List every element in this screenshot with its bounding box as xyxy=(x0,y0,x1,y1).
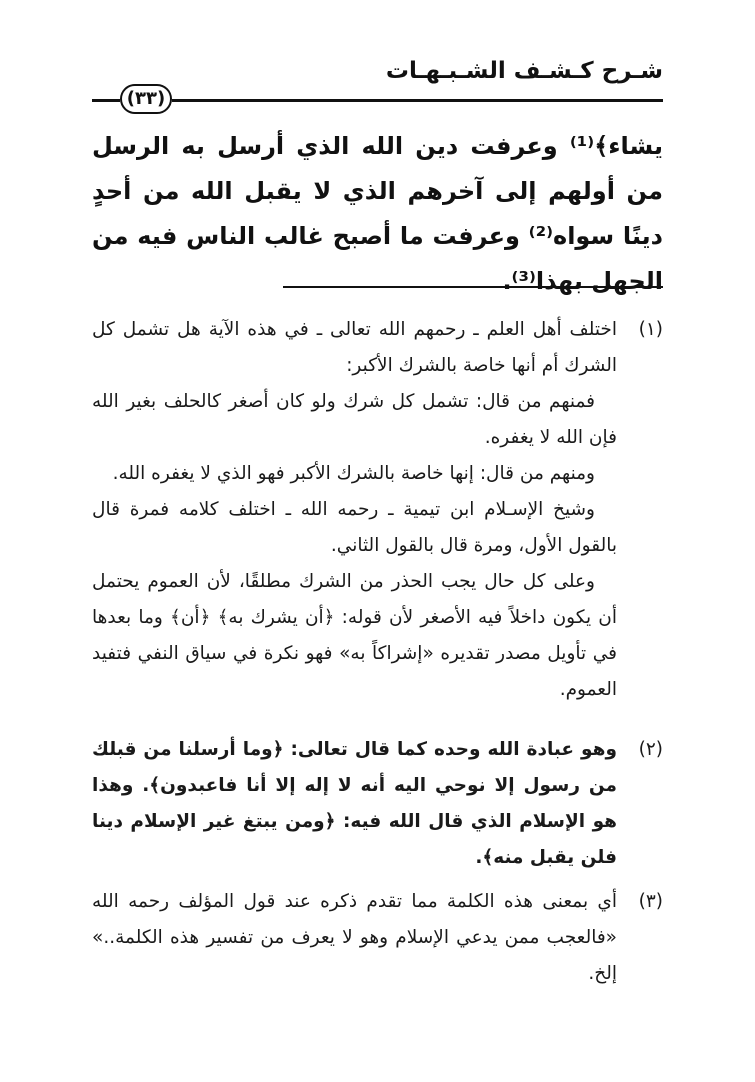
footnote-paragraph: وشيخ الإسـلام ابن تيمية ـ رحمه الله ـ اختلف كلامه فمرة قال بالقول الأول، ومرة قال بالقول الثاني. xyxy=(92,499,617,556)
header-rule xyxy=(172,99,663,102)
footnote-paragraph: اختلف أهل العلم ـ رحمهم الله تعالى ـ في هذه الآية هل تشمل كل الشرك أم أنها خاصة بالشرك الأكبر: xyxy=(92,319,617,376)
footnote-paragraph: وعلى كل حال يجب الحذر من الشرك مطلقًا، لأن العموم يحتمل أن يكون داخلاً فيه الأصغر لأن قوله: ﴿أن يشرك به﴾ ﴿أن﴾ وما بعدها في تأويل مصدر تقديره «إشراكاً به» فهو نكرة في سياق النفي فتفيد العموم. xyxy=(92,571,617,700)
running-title: شـرح كـشـف الشـبـهـات xyxy=(385,58,663,84)
footnote-paragraph: أي بمعنى هذه الكلمة مما تقدم ذكره عند قول المؤلف رحمه الله «فالعجب ممن يدعي الإسلام وهو لا يعرف من تفسير هذه الكلمة..» إلخ. xyxy=(92,891,617,984)
main-paragraph: يشاء﴾⁽¹⁾ وعرفت دين الله الذي أرسل به الرسل من أولهم إلى آخرهم الذي لا يقبل الله من أحدٍ دينًا سواه⁽²⁾ وعرفت ما أصبح غالب الناس فيه من الجهل بهذا⁽³⁾. xyxy=(92,132,663,295)
footnote-paragraph: فمنهم من قال: تشمل كل شرك ولو كان أصغر كالحلف بغير الله فإن الله لا يغفره. xyxy=(92,391,617,448)
main-text xyxy=(92,124,663,304)
footnote-number: (١) xyxy=(638,319,663,340)
footnote-divider xyxy=(283,286,663,288)
footnotes xyxy=(92,312,663,992)
footnote-paragraph: وهو عبادة الله وحده كما قال تعالى: ﴿وما أرسلنا من قبلك من رسول إلا نوحي اليه أنه لا إله إلا أنا فاعبدون﴾. وهذا هو الإسلام الذي قال الله فيه: ﴿ومن يبتغ غير الإسلام دينا فلن يقبل منه﴾. xyxy=(92,739,617,868)
page-number: (٣٣) xyxy=(120,84,172,114)
footnote-paragraph: ومنهم من قال: إنها خاصة بالشرك الأكبر فهو الذي لا يغفره الله. xyxy=(112,463,595,484)
footnote-1 xyxy=(92,312,663,708)
footnote-2 xyxy=(92,732,663,876)
header-rule-left xyxy=(92,99,120,102)
footnote-number: (٢) xyxy=(638,739,663,760)
footnote-3 xyxy=(92,884,663,992)
footnote-number: (٣) xyxy=(638,891,663,912)
